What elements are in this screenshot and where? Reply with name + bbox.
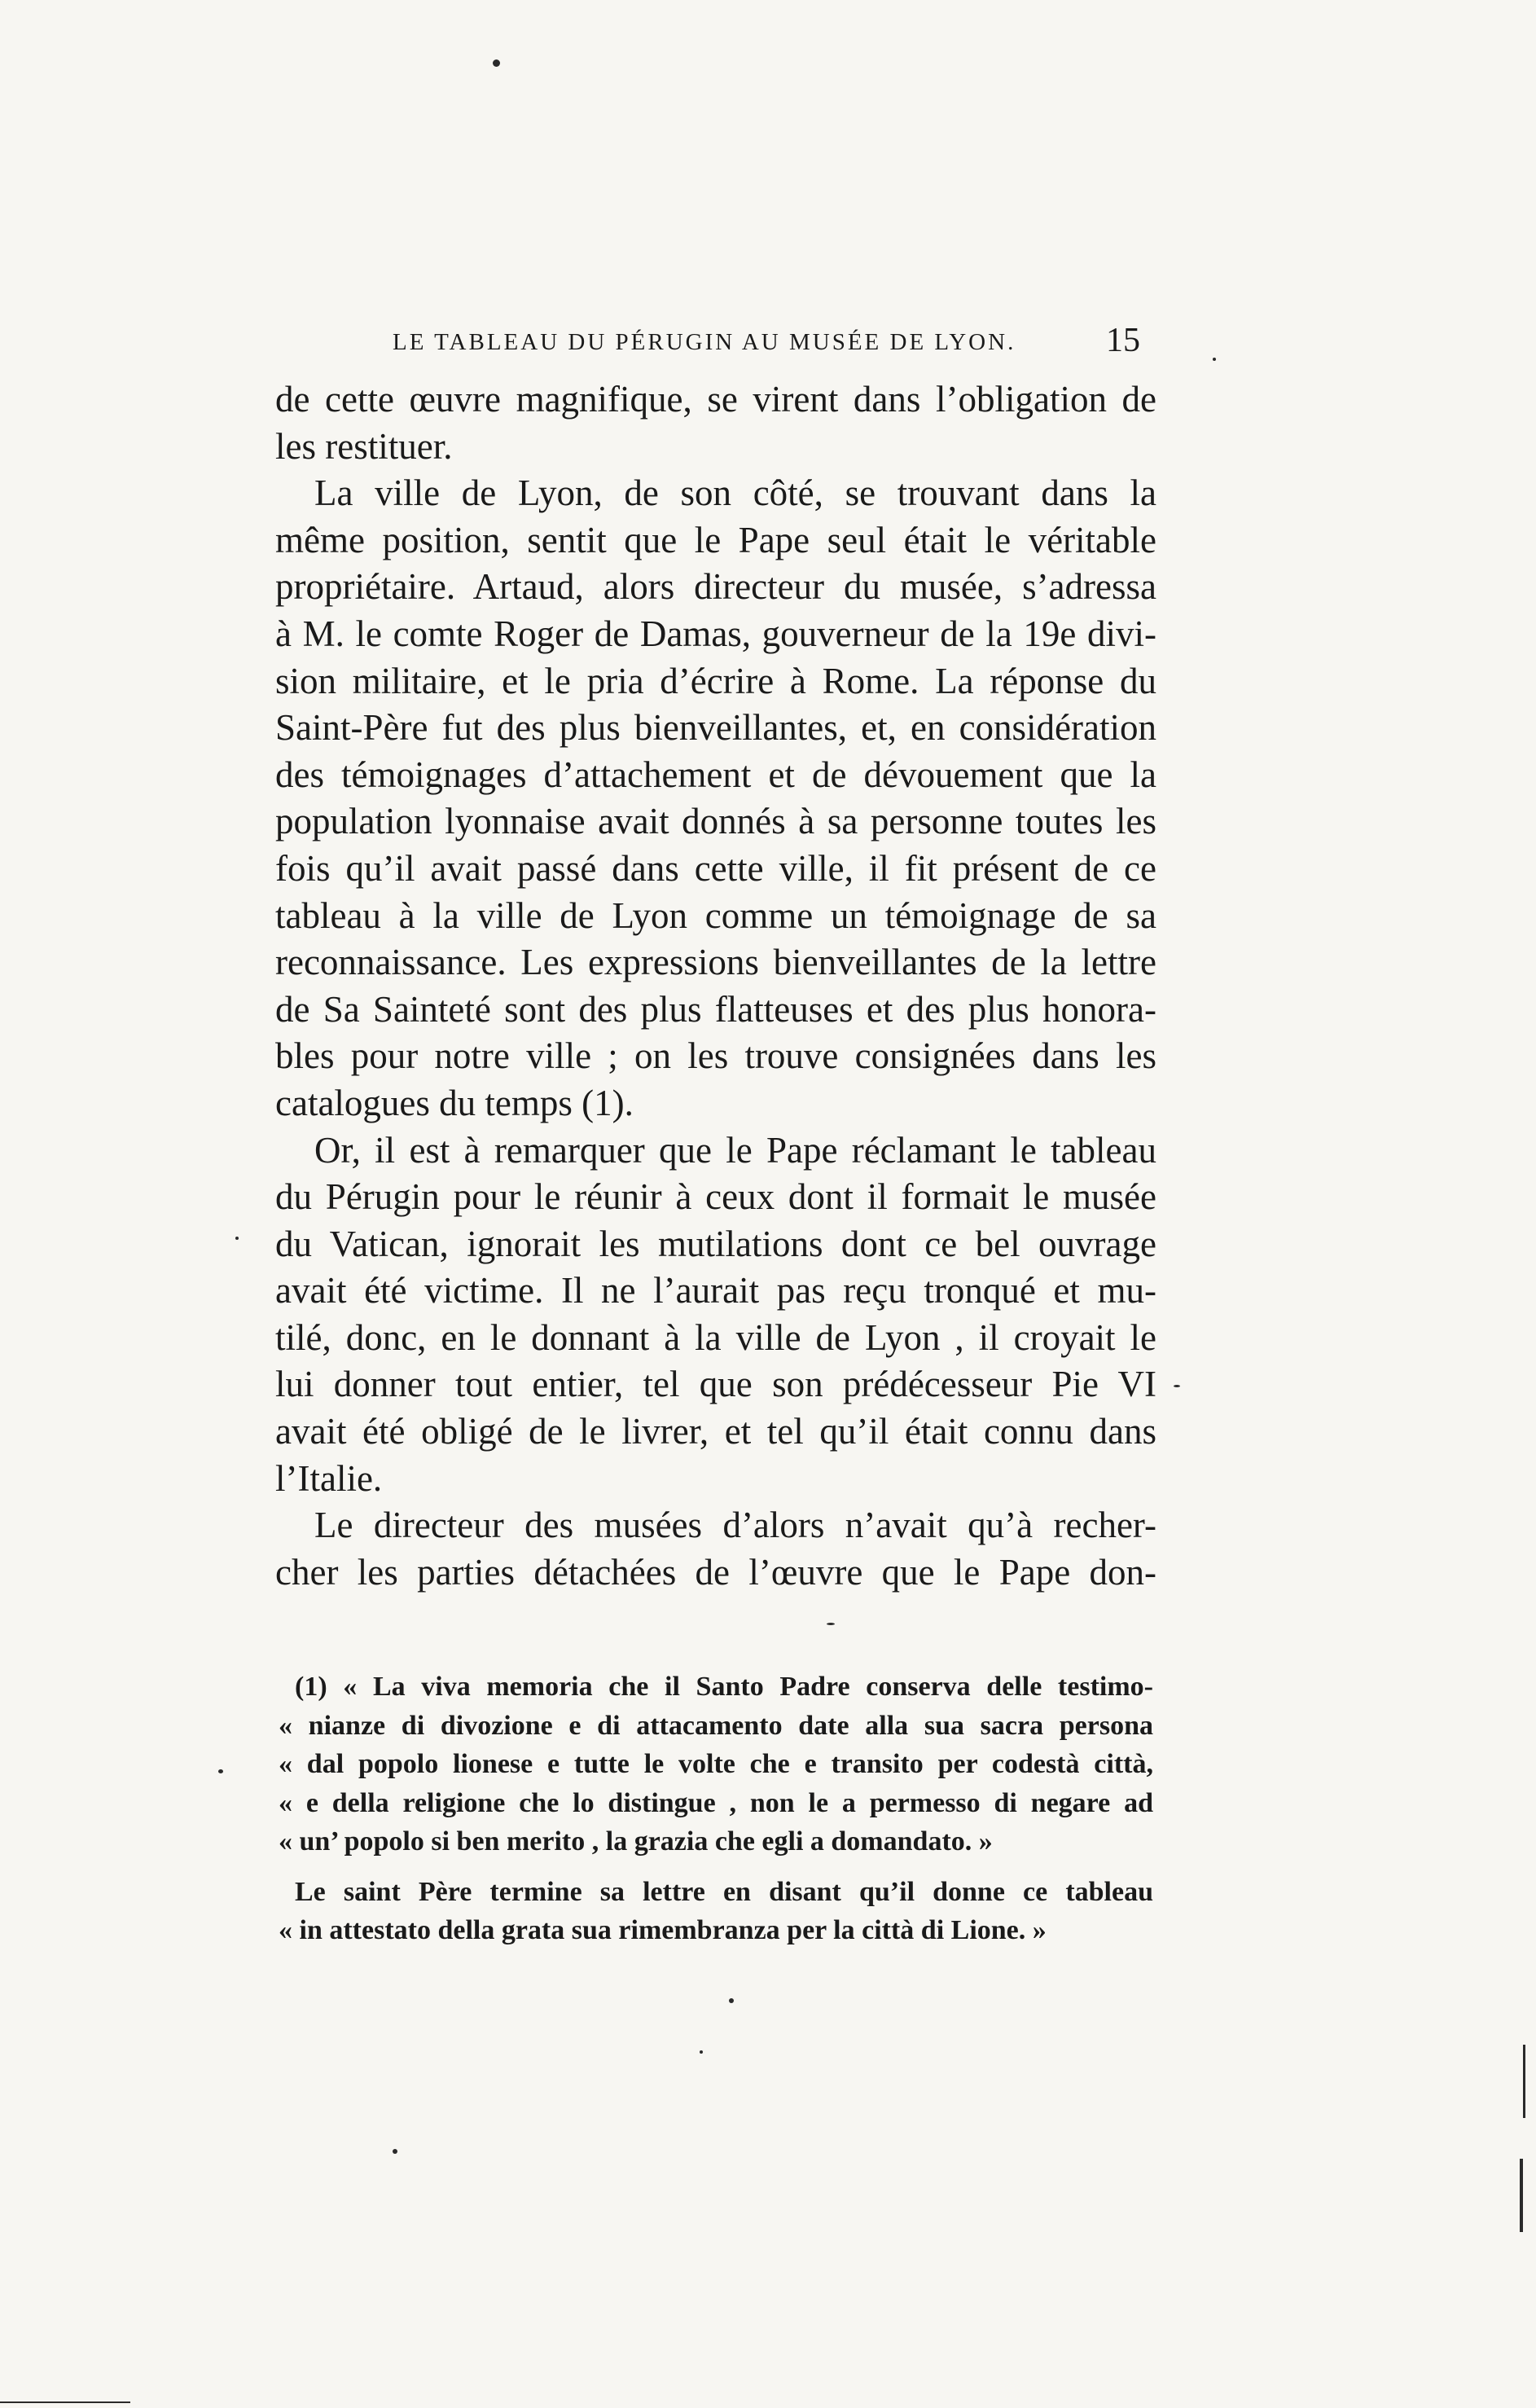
footnote-line: « in attestato della grata sua rimembranza per la città di Lione. »: [279, 1915, 1047, 1945]
body-line: propriétaire. Artaud, alors directeur du musée, s’adressa: [275, 566, 1156, 608]
running-head: [279, 322, 1189, 367]
body-line: de Sa Sainteté sont des plus flatteuses et des plus honora-: [275, 988, 1156, 1030]
body-line: Saint-Père fut des plus bienveillantes, et, en considération: [275, 707, 1156, 749]
body-line: bles pour notre ville ; on les trouve consignées dans les: [275, 1035, 1156, 1077]
body-line: La ville de Lyon, de son côté, se trouvant dans la: [314, 472, 1156, 514]
body-line: des témoignages d’attachement et de dévouement que la: [275, 754, 1156, 795]
footnote-line: Le saint Père termine sa lettre en disant qu’il donne ce tableau: [295, 1876, 1153, 1907]
body-line: tableau à la ville de Lyon comme un témoignage de sa: [275, 894, 1156, 936]
ink-speck: [1174, 1385, 1180, 1387]
ink-speck: [1213, 358, 1216, 361]
edge-mark: [0, 2401, 130, 2403]
footnote-line: « dal popolo lionese e tutte le volte che e transito per codestà città,: [279, 1749, 1153, 1779]
footnote-line: « un’ popolo si ben merito , la grazia che egli a domandato. »: [279, 1826, 993, 1857]
ink-speck: [393, 2149, 397, 2154]
edge-mark: [1523, 2045, 1525, 2118]
body-line: de cette œuvre magnifique, se virent dans l’obligation de: [275, 379, 1156, 420]
body-line: fois qu’il avait passé dans cette ville, il fit présent de ce: [275, 847, 1156, 889]
footnote-line: « nianze di divozione e di attacamento date alla sua sacra persona: [279, 1710, 1153, 1741]
running-title: LE TABLEAU DU PÉRUGIN AU MUSÉE DE LYON.: [393, 329, 1016, 355]
footnote-line: « e della religione che lo distingue , non le a permesso di negare ad: [279, 1787, 1153, 1818]
body-line: catalogues du temps (1).: [275, 1082, 634, 1123]
body-line: lui donner tout entier, tel que son prédécesseur Pie VI: [275, 1364, 1156, 1405]
body-line: tilé, donc, en le donnant à la ville de Lyon , il croyait le: [275, 1316, 1156, 1358]
body-line: population lyonnaise avait donnés à sa personne toutes les: [275, 801, 1156, 842]
footnote: [279, 1668, 1153, 1950]
ink-speck: [700, 2050, 703, 2054]
page-number: 15: [1106, 322, 1140, 359]
ink-speck: [235, 1237, 239, 1240]
body-line: les restituer.: [275, 425, 453, 467]
ink-speck: [493, 59, 500, 67]
footnote-line: (1) « La viva memoria che il Santo Padre conserva delle testimo-: [295, 1672, 1153, 1702]
body-line: Or, il est à remarquer que le Pape réclamant le tableau: [314, 1129, 1156, 1171]
body-line: à M. le comte Roger de Damas, gouverneur de la 19e divi-: [275, 613, 1156, 654]
body-text: [275, 376, 1156, 1596]
body-line: même position, sentit que le Pape seul était le véritable: [275, 519, 1156, 560]
body-line: sion militaire, et le pria d’écrire à Rome. La réponse du: [275, 660, 1156, 701]
ink-speck: [729, 1998, 734, 2003]
body-line: cher les parties détachées de l’œuvre que le Pape don-: [275, 1551, 1156, 1593]
body-line: avait été victime. Il ne l’aurait pas reçu tronqué et mu-: [275, 1270, 1156, 1312]
body-line: reconnaissance. Les expressions bienveillantes de la lettre: [275, 942, 1156, 983]
body-line: du Vatican, ignorait les mutilations dont ce bel ouvrage: [275, 1223, 1156, 1264]
ink-speck: [827, 1623, 835, 1625]
body-line: avait été obligé de le livrer, et tel qu’il était connu dans: [275, 1411, 1156, 1452]
ink-speck: [218, 1769, 223, 1773]
body-line: Le directeur des musées d’alors n’avait qu’à recher-: [314, 1505, 1156, 1546]
footnote-spacer: [279, 1861, 1153, 1873]
edge-mark: [1520, 2159, 1523, 2232]
body-line: l’Italie.: [275, 1457, 383, 1499]
body-line: du Pérugin pour le réunir à ceux dont il formait le musée: [275, 1176, 1156, 1218]
